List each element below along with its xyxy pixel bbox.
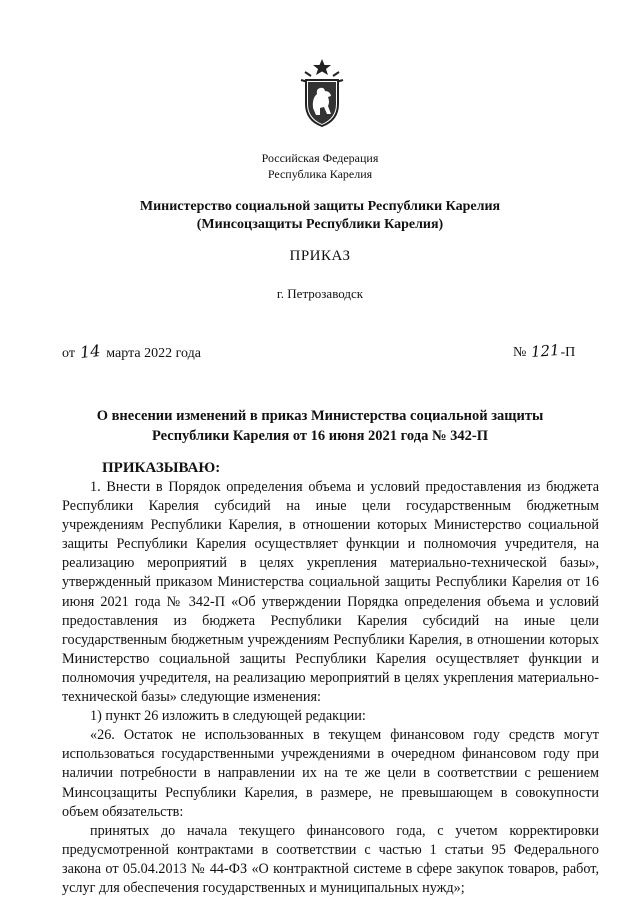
ministry-name <box>0 198 640 234</box>
date-rest: марта 2022 года <box>106 346 201 361</box>
number-prefix: № <box>513 345 527 360</box>
order-date <box>62 342 201 362</box>
paragraph-2: 1) пункт 26 изложить в следующей редакции: <box>90 708 366 725</box>
paragraph-1: 1. Внести в Порядок определения объема и условий предоставления из бюджета Республики Карелия субсидий на иные цели государственным бюджетным учреждениям Республики Карелия, в отношении которых Министерство социальной защиты Республики Карелия осуществляет функции и полномочия учредителя, на реализацию мероприятий в целях укрепления материально-технической базы», утвержденный приказом Министерства социальной защиты Республики Карелия от 16 июня 2021 года № 342-П «Об утверждении Порядка определения объема и условий предоставления из бюджета Республики Карелия субсидий на иные цели государственным бюджетным учреждениям Республики Карелия, в отношении которых Министерство социальной защиты Республики Карелия осуществляет функции и полномочия учредителя, на реализацию мероприятий в целях укрепления материально-технической базы» следующие изменения: <box>62 479 599 706</box>
order-subject <box>0 406 640 446</box>
number-handwritten: 121 <box>530 341 561 361</box>
city: г. Петрозаводск <box>276 286 364 301</box>
country-header <box>0 150 640 182</box>
order-body <box>62 458 599 898</box>
subject-line-2: Республики Карелия от 16 июня 2021 года № 342-П <box>151 428 488 444</box>
ministry-full-name: Министерство социальной защиты Республики Карелия <box>139 199 501 214</box>
ministry-short-name: (Минсоцзащиты Республики Карелия) <box>196 217 444 232</box>
number-suffix: -П <box>560 345 576 360</box>
orders-word: ПРИКАЗЫВАЮ: <box>102 460 221 476</box>
country-name: Российская Федерация <box>261 151 379 165</box>
region-name: Республика Карелия <box>267 167 373 181</box>
date-prefix: от <box>62 346 75 361</box>
date-day-handwritten: 14 <box>79 340 102 363</box>
karelia-coat-of-arms-icon <box>297 58 347 128</box>
document-type: ПРИКАЗ <box>289 248 351 264</box>
paragraph-4: принятых до начала текущего финансового года, с учетом корректировки предусмотренной контрактами в соответствии с частью 1 статьи 95 Федерального закона от 05.04.2013 № 44-ФЗ «О контрактной системе в сфере закупок товаров, работ, услуг для обеспечения государственных и муниципальных нужд»; <box>62 822 599 896</box>
order-number <box>513 342 575 361</box>
subject-line-1: О внесении изменений в приказ Министерства социальной защиты <box>96 408 544 424</box>
paragraph-3: «26. Остаток не использованных в текущем финансовом году средств могут использоваться государственными учреждениями в очередном финансовом году при наличии потребности в направлении их на те же цели в соответствии с решением Минсоцзащиты Республики Карелия, в размере, не превышающем в совокупности объем обязательств: <box>62 727 599 820</box>
